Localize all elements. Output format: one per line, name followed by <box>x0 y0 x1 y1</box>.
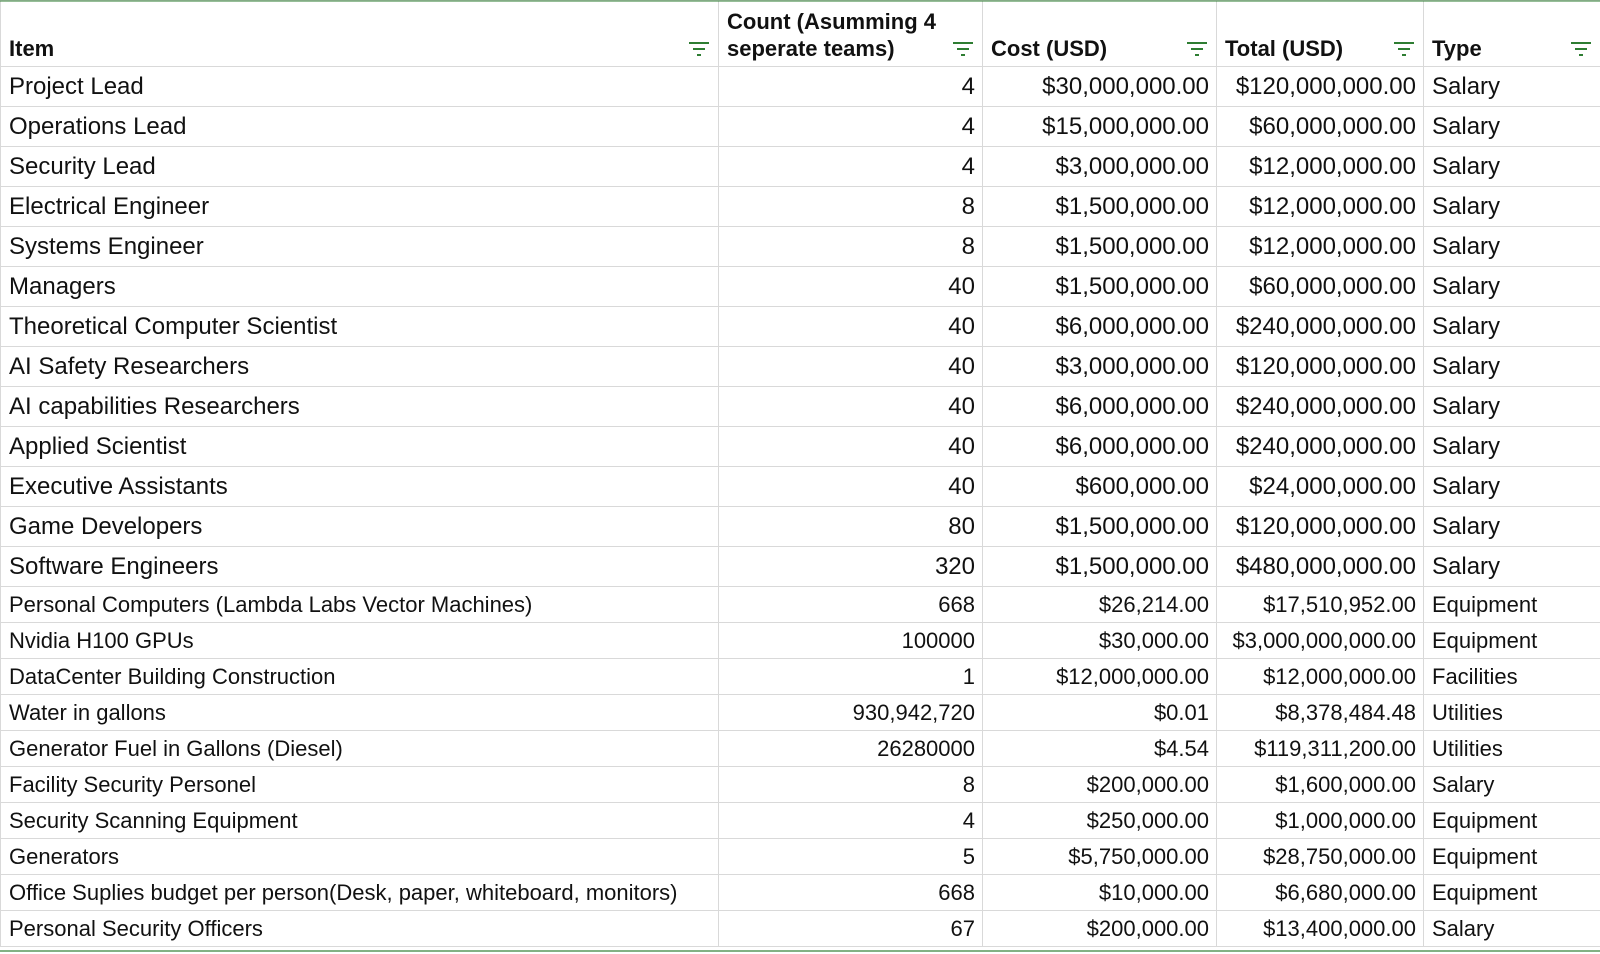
cell-cost[interactable]: $6,000,000.00 <box>983 387 1217 427</box>
cell-count[interactable]: 100000 <box>719 623 983 659</box>
cell-item[interactable]: Personal Computers (Lambda Labs Vector Machines) <box>1 587 719 623</box>
table-row <box>1 587 1600 623</box>
cell-count[interactable]: 668 <box>719 875 983 911</box>
table-row <box>1 731 1600 767</box>
cell-total[interactable]: $12,000,000.00 <box>1217 227 1424 267</box>
cell-count[interactable]: 8 <box>719 187 983 227</box>
cell-count[interactable]: 930,942,720 <box>719 695 983 731</box>
cell-type[interactable]: Salary <box>1424 467 1600 507</box>
table-row <box>1 875 1600 911</box>
cell-cost[interactable]: $3,000,000.00 <box>983 147 1217 187</box>
cell-cost[interactable]: $30,000.00 <box>983 623 1217 659</box>
cell-total[interactable]: $240,000,000.00 <box>1217 387 1424 427</box>
cell-cost[interactable]: $600,000.00 <box>983 467 1217 507</box>
cell-item[interactable]: Security Scanning Equipment <box>1 803 719 839</box>
cell-item[interactable]: Systems Engineer <box>1 227 719 267</box>
cell-item[interactable]: Water in gallons <box>1 695 719 731</box>
table-row <box>1 659 1600 695</box>
cell-type[interactable]: Salary <box>1424 767 1600 803</box>
cell-item[interactable]: Operations Lead <box>1 107 719 147</box>
table-row <box>1 307 1600 347</box>
cell-type[interactable]: Salary <box>1424 267 1600 307</box>
header-cost[interactable] <box>983 1 1217 67</box>
cell-total[interactable]: $240,000,000.00 <box>1217 307 1424 347</box>
header-total-label: Total (USD) <box>1225 36 1344 61</box>
cell-count[interactable]: 8 <box>719 227 983 267</box>
cell-count[interactable]: 4 <box>719 147 983 187</box>
header-cost-label: Cost (USD) <box>991 36 1108 61</box>
header-count[interactable] <box>719 1 983 67</box>
table-row <box>1 695 1600 731</box>
filter-icon[interactable] <box>1393 42 1415 56</box>
cell-total[interactable]: $12,000,000.00 <box>1217 659 1424 695</box>
cell-count[interactable]: 40 <box>719 267 983 307</box>
cell-cost[interactable]: $3,000,000.00 <box>983 347 1217 387</box>
cell-item[interactable]: Theoretical Computer Scientist <box>1 307 719 347</box>
cell-total[interactable]: $1,600,000.00 <box>1217 767 1424 803</box>
cell-cost[interactable]: $12,000,000.00 <box>983 659 1217 695</box>
cell-type[interactable]: Utilities <box>1424 731 1600 767</box>
cell-item[interactable]: Software Engineers <box>1 547 719 587</box>
cell-item[interactable]: Generators <box>1 839 719 875</box>
table-row <box>1 839 1600 875</box>
filter-icon[interactable] <box>1570 42 1592 56</box>
cell-count[interactable]: 40 <box>719 467 983 507</box>
cell-cost[interactable]: $1,500,000.00 <box>983 547 1217 587</box>
cell-type[interactable]: Facilities <box>1424 659 1600 695</box>
cell-type[interactable]: Equipment <box>1424 623 1600 659</box>
cell-type[interactable]: Salary <box>1424 427 1600 467</box>
cell-total[interactable]: $12,000,000.00 <box>1217 147 1424 187</box>
cell-type[interactable]: Salary <box>1424 67 1600 107</box>
cell-item[interactable]: Office Suplies budget per person(Desk, paper, whiteboard, monitors) <box>1 875 719 911</box>
cell-type[interactable]: Salary <box>1424 187 1600 227</box>
cell-count[interactable]: 4 <box>719 803 983 839</box>
cell-count[interactable]: 40 <box>719 387 983 427</box>
cell-item[interactable]: AI Safety Researchers <box>1 347 719 387</box>
cell-type[interactable]: Salary <box>1424 107 1600 147</box>
table-row <box>1 227 1600 267</box>
cell-cost[interactable]: $200,000.00 <box>983 911 1217 947</box>
table-row <box>1 67 1600 107</box>
header-item[interactable] <box>1 1 719 67</box>
cell-total[interactable]: $24,000,000.00 <box>1217 467 1424 507</box>
cell-count[interactable]: 8 <box>719 767 983 803</box>
cell-count[interactable]: 5 <box>719 839 983 875</box>
table-row <box>1 347 1600 387</box>
cell-total[interactable]: $120,000,000.00 <box>1217 67 1424 107</box>
cell-item[interactable]: Generator Fuel in Gallons (Diesel) <box>1 731 719 767</box>
table-row <box>1 107 1600 147</box>
table-row <box>1 147 1600 187</box>
cell-type[interactable]: Equipment <box>1424 875 1600 911</box>
cell-cost[interactable]: $30,000,000.00 <box>983 67 1217 107</box>
cell-total[interactable]: $120,000,000.00 <box>1217 347 1424 387</box>
cell-item[interactable]: Applied Scientist <box>1 427 719 467</box>
cell-total[interactable]: $480,000,000.00 <box>1217 547 1424 587</box>
cell-item[interactable]: Nvidia H100 GPUs <box>1 623 719 659</box>
cell-item[interactable]: Electrical Engineer <box>1 187 719 227</box>
cell-count[interactable]: 1 <box>719 659 983 695</box>
table-row <box>1 547 1600 587</box>
table-row <box>1 467 1600 507</box>
cell-count[interactable]: 40 <box>719 427 983 467</box>
cell-count[interactable]: 668 <box>719 587 983 623</box>
cell-cost[interactable]: $1,500,000.00 <box>983 187 1217 227</box>
table-row <box>1 767 1600 803</box>
filter-icon[interactable] <box>1186 42 1208 56</box>
cell-cost[interactable]: $4.54 <box>983 731 1217 767</box>
sheet-bottom-border <box>0 950 1600 952</box>
table-row <box>1 427 1600 467</box>
header-item-label: Item <box>9 36 55 61</box>
table-row <box>1 267 1600 307</box>
cell-count[interactable]: 40 <box>719 307 983 347</box>
cell-total[interactable]: $120,000,000.00 <box>1217 507 1424 547</box>
cell-type[interactable]: Salary <box>1424 547 1600 587</box>
cell-type[interactable]: Salary <box>1424 227 1600 267</box>
table-row <box>1 803 1600 839</box>
cell-item[interactable]: Executive Assistants <box>1 467 719 507</box>
cell-type[interactable]: Salary <box>1424 347 1600 387</box>
table-row <box>1 387 1600 427</box>
cell-type[interactable]: Salary <box>1424 307 1600 347</box>
cell-total[interactable]: $119,311,200.00 <box>1217 731 1424 767</box>
cell-item[interactable]: Facility Security Personel <box>1 767 719 803</box>
cell-type[interactable]: Salary <box>1424 387 1600 427</box>
cell-cost[interactable]: $5,750,000.00 <box>983 839 1217 875</box>
table-row <box>1 187 1600 227</box>
cell-type[interactable]: Utilities <box>1424 695 1600 731</box>
cell-cost[interactable]: $0.01 <box>983 695 1217 731</box>
table-row <box>1 911 1600 947</box>
cell-total[interactable]: $1,000,000.00 <box>1217 803 1424 839</box>
cell-cost[interactable]: $15,000,000.00 <box>983 107 1217 147</box>
cell-cost[interactable]: $26,214.00 <box>983 587 1217 623</box>
cell-cost[interactable]: $250,000.00 <box>983 803 1217 839</box>
cell-item[interactable]: DataCenter Building Construction <box>1 659 719 695</box>
filter-icon[interactable] <box>688 42 710 56</box>
header-count-label: Count (Asumming 4 seperate teams) <box>727 9 936 61</box>
cell-item[interactable]: Game Developers <box>1 507 719 547</box>
cell-item[interactable]: AI capabilities Researchers <box>1 387 719 427</box>
cell-cost[interactable]: $6,000,000.00 <box>983 307 1217 347</box>
cell-cost[interactable]: $200,000.00 <box>983 767 1217 803</box>
header-row <box>1 1 1600 67</box>
cell-count[interactable]: 40 <box>719 347 983 387</box>
cell-item[interactable]: Managers <box>1 267 719 307</box>
cell-total[interactable]: $8,378,484.48 <box>1217 695 1424 731</box>
cell-cost[interactable]: $1,500,000.00 <box>983 227 1217 267</box>
cell-total[interactable]: $12,000,000.00 <box>1217 187 1424 227</box>
cell-item[interactable]: Project Lead <box>1 67 719 107</box>
cell-cost[interactable]: $1,500,000.00 <box>983 507 1217 547</box>
cell-total[interactable]: $60,000,000.00 <box>1217 107 1424 147</box>
sheet-top-border <box>0 0 1600 2</box>
cell-count[interactable]: 4 <box>719 67 983 107</box>
cell-total[interactable]: $240,000,000.00 <box>1217 427 1424 467</box>
cell-item[interactable]: Personal Security Officers <box>1 911 719 947</box>
header-type-label: Type <box>1432 36 1482 61</box>
cell-type[interactable]: Salary <box>1424 911 1600 947</box>
header-type[interactable] <box>1424 1 1600 67</box>
cell-cost[interactable]: $6,000,000.00 <box>983 427 1217 467</box>
cell-type[interactable]: Salary <box>1424 507 1600 547</box>
cell-total[interactable]: $6,680,000.00 <box>1217 875 1424 911</box>
cell-total[interactable]: $3,000,000,000.00 <box>1217 623 1424 659</box>
cell-count[interactable]: 320 <box>719 547 983 587</box>
cell-total[interactable]: $60,000,000.00 <box>1217 267 1424 307</box>
cell-cost[interactable]: $1,500,000.00 <box>983 267 1217 307</box>
cell-type[interactable]: Equipment <box>1424 587 1600 623</box>
cell-count[interactable]: 80 <box>719 507 983 547</box>
cell-count[interactable]: 26280000 <box>719 731 983 767</box>
cell-type[interactable]: Salary <box>1424 147 1600 187</box>
table-row <box>1 507 1600 547</box>
cell-item[interactable]: Security Lead <box>1 147 719 187</box>
cell-count[interactable]: 67 <box>719 911 983 947</box>
cell-total[interactable]: $28,750,000.00 <box>1217 839 1424 875</box>
cell-type[interactable]: Equipment <box>1424 839 1600 875</box>
cell-total[interactable]: $17,510,952.00 <box>1217 587 1424 623</box>
table-row <box>1 623 1600 659</box>
header-total[interactable] <box>1217 1 1424 67</box>
cell-total[interactable]: $13,400,000.00 <box>1217 911 1424 947</box>
cell-type[interactable]: Equipment <box>1424 803 1600 839</box>
cell-cost[interactable]: $10,000.00 <box>983 875 1217 911</box>
cell-count[interactable]: 4 <box>719 107 983 147</box>
filter-icon[interactable] <box>952 42 974 56</box>
